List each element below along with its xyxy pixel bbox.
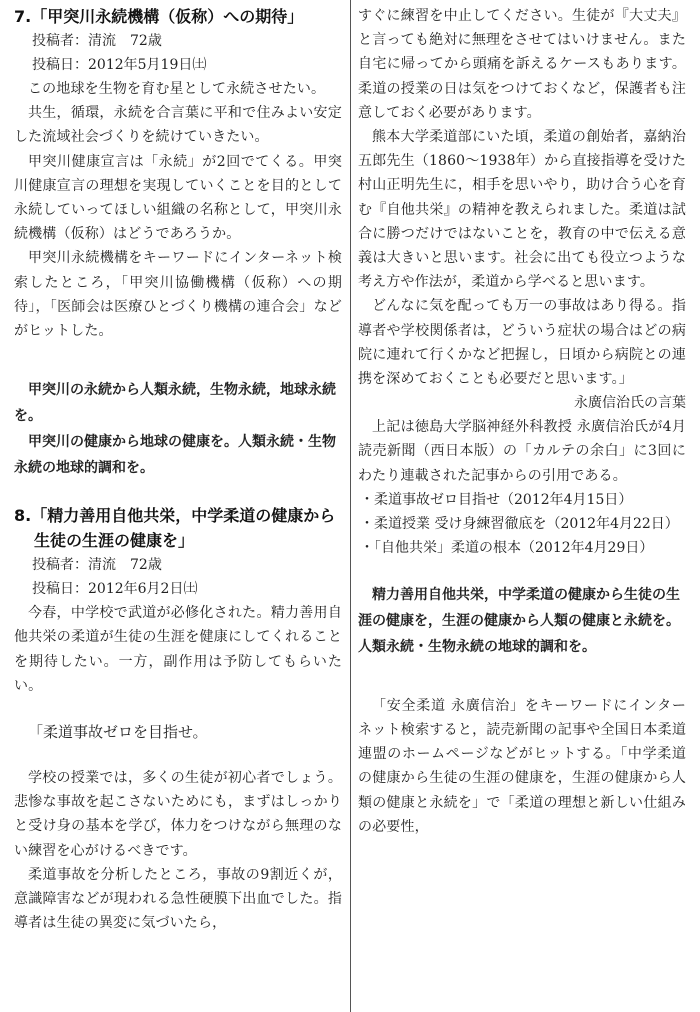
list-item: ・「自他共栄」柔道の根本（2012年4月29日） (360, 539, 654, 556)
section-8-paragraph: 今春，中学校で武道が必修化された。精力善用自他共栄の柔道が生徒の生涯を健康にしてくれることを期待したい。一方，副作用は予防してもらいたい。 (14, 605, 342, 694)
section-8-date: 投稿日：2012年6月2日㈯ (32, 581, 198, 598)
section-7-emphasis: 甲突川の永続から人類永続，生物永続，地球永続を。 (14, 382, 336, 425)
right-paragraph: すぐに練習を中止してください。生徒が『大丈夫』と言っても絶対に無理をさせてはいけません。また自宅に帰ってから頭痛を訴えるケースもあります。柔道の授業の日は気をつけておくなど，保護者も注意しておく必要があります。 (358, 8, 686, 121)
quote-attribution: 永廣信治氏の言葉 (574, 395, 686, 412)
section-7-author: 投稿者：清流 72歳 (32, 33, 162, 49)
section-7-date: 投稿日：2012年5月19日㈯ (32, 57, 207, 73)
section-8-paragraph: 学校の授業では，多くの生徒が初心者でしょう。悲惨な事故を起こさないためにも，まずはしっかりと受け身の基本を学び，体力をつけながら無理のない練習を心がけるべきです。 (14, 770, 342, 859)
list-item: ・柔道事故ゼロ目指せ（2012年4月15日） (360, 491, 633, 508)
section-7-emphasis: 甲突川の健康から地球の健康を。人類永続・生物永続の地球的調和を。 (14, 434, 336, 477)
list-item: ・柔道授業 受け身練習徹底を（2012年4月22日） (360, 515, 679, 532)
column-divider (350, 0, 351, 1012)
section-7 (14, 4, 342, 481)
left-column (14, 4, 342, 935)
section-8-quote-heading: 「柔道事故ゼロを目指せ。 (28, 723, 208, 742)
section-8-title: 8.「精力善用自他共栄，中学柔道の健康から生徒の生涯の健康を」 (14, 506, 336, 551)
right-column (358, 4, 686, 839)
right-emphasis: 精力善用自他共栄，中学柔道の健康から生徒の生涯の健康を，生涯の健康から人類の健康と永続を。人類永続・生物永続の地球的調和を。 (358, 586, 680, 655)
spacer (14, 698, 342, 720)
spacer (358, 560, 686, 582)
article-list (358, 488, 686, 560)
right-paragraph: 上記は徳島大学脳神経外科教授 永廣信治氏が4月読売新聞（西日本版）の「カルテの余白」に3回にわたり連載された記事からの引用である。 (358, 419, 686, 484)
section-7-paragraph: 甲突川健康宣言は「永続」が2回でてくる。甲突川健康宣言の理想を実現していくことを目的として永続していってほしい組織の名称として，甲突川永続機構（仮称）はどうであろうか。 (14, 153, 342, 243)
section-8-author: 投稿者：清流 72歳 (32, 557, 162, 574)
spacer (14, 343, 342, 377)
right-paragraph: 熊本大学柔道部にいた頃，柔道の創始者，嘉納治五郎先生（1860～1938年）から直接指導を受けた村山正明先生に，相手を思いやり，助け合う心を育む『自他共栄』の精神を教えられました。柔道は試合に勝つだけではないことを，教育の中で伝える意義は大きいと思います。社会に出ても役立つような考え方や作法が，柔道から学べると思います。 (358, 129, 686, 291)
section-8 (14, 503, 342, 935)
right-paragraph: 「安全柔道 永廣信治」をキーワードにインターネット検索すると，読売新聞の記事や全国日本柔道連盟のホームページなどがヒットする。「中学柔道の健康から生徒の生涯の健康を，生涯の健康から人類の健康と永続を」で「柔道の理想と新しい仕組みの必要性， (358, 697, 686, 835)
spacer (358, 660, 686, 694)
spacer (14, 481, 342, 503)
section-7-paragraph: 甲突川永続機構をキーワードにインターネット検索したところ，「甲突川協働機構（仮称）への期待」，「医師会は医療ひとづくり機構の連合会」などがヒットした。 (14, 250, 342, 340)
spacer (14, 744, 342, 766)
right-paragraph: どんなに気を配っても万一の事故はあり得る。指導者や学校関係者は，どういう症状の場合はどの病院に連れて行くかなど把握し，日頃から病院との連携を深めておくことも必要だと思います。」 (358, 298, 686, 388)
section-7-paragraph: この地球を生物を育む星として永続させたい。 (28, 81, 326, 97)
section-8-paragraph: 柔道事故を分析したところ，事故の9割近くが，意識障害などが現われる急性硬膜下出血でした。指導者は生徒の異変に気づいたら， (14, 866, 342, 932)
section-7-paragraph: 共生，循環，永続を合言葉に平和で住みよい安定した流域社会づくりを続けていきたい。 (14, 105, 342, 146)
section-7-title: 7.「甲突川永続機構（仮称）への期待」 (14, 7, 304, 26)
